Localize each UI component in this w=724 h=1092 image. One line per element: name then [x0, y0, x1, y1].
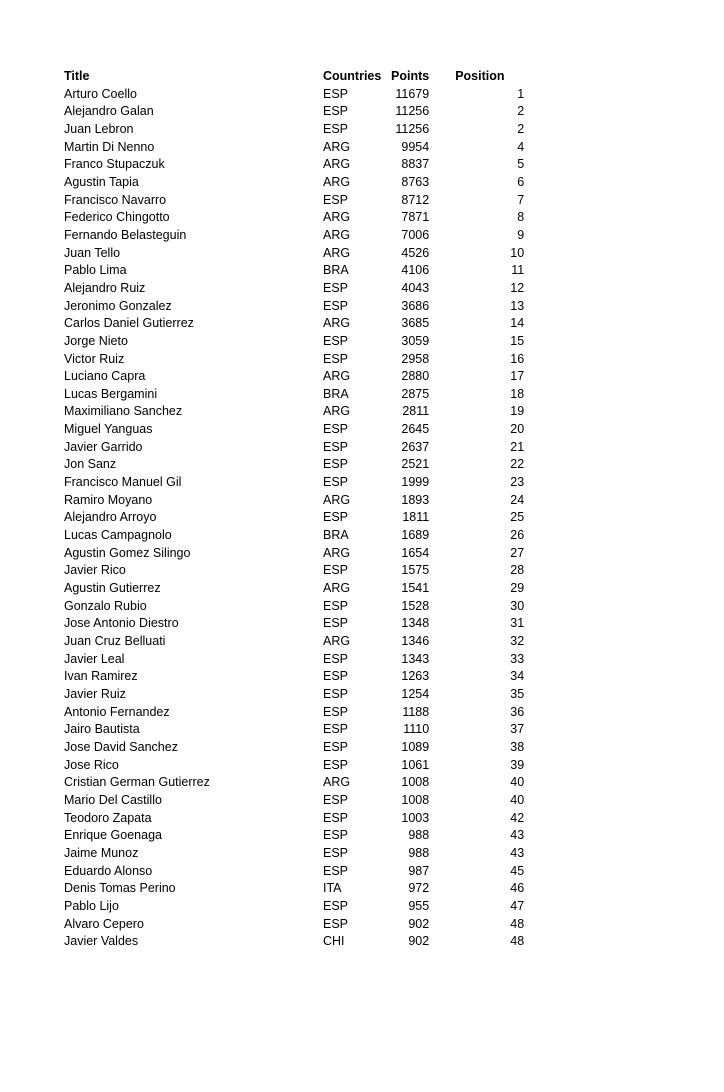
player-name: Jose Antonio Diestro	[64, 616, 179, 631]
position-value: 40	[510, 792, 525, 807]
position-value: 33	[510, 651, 525, 666]
player-name: Agustin Gomez Silingo	[64, 545, 191, 560]
table-row	[64, 209, 524, 227]
country-code: ESP	[323, 845, 349, 860]
table-row	[64, 686, 524, 704]
table-row	[64, 439, 524, 457]
ranking-table	[64, 68, 524, 951]
country-code: ESP	[323, 686, 349, 701]
position-value: 5	[517, 157, 525, 172]
table-row	[64, 509, 524, 527]
table-row	[64, 633, 524, 651]
points-value: 1008	[401, 792, 430, 807]
player-name: Javier Valdes	[64, 934, 139, 949]
table-row	[64, 562, 524, 580]
player-name: Martin Di Nenno	[64, 139, 155, 154]
country-code: ESP	[323, 810, 349, 825]
table-row	[64, 156, 524, 174]
points-value: 8763	[401, 174, 430, 189]
table-row	[64, 598, 524, 616]
country-code: ESP	[323, 333, 349, 348]
points-value: 1528	[401, 598, 430, 613]
points-value: 2645	[401, 422, 430, 437]
table-row	[64, 668, 524, 686]
points-value: 1346	[401, 634, 430, 648]
position-value: 39	[510, 757, 525, 772]
position-value: 24	[510, 492, 525, 507]
table-row	[64, 615, 524, 633]
country-code: ARG	[323, 404, 351, 419]
points-value: 1343	[401, 651, 430, 666]
table-row	[64, 86, 524, 104]
player-name: Jon Sanz	[64, 457, 117, 472]
header-points: Points	[391, 69, 430, 83]
table-row	[64, 527, 524, 545]
player-name: Juan Cruz Belluati	[64, 634, 166, 648]
points-value: 1654	[401, 545, 430, 560]
country-code: ARG	[323, 581, 351, 596]
table-row	[64, 863, 524, 881]
header-title: Title	[64, 69, 90, 83]
player-name: Carlos Daniel Gutierrez	[64, 316, 194, 331]
table-row	[64, 721, 524, 739]
points-value: 3685	[401, 316, 430, 331]
points-value: 11256	[395, 104, 430, 119]
table-row	[64, 333, 524, 351]
points-value: 1110	[403, 722, 430, 737]
points-value: 972	[408, 881, 430, 896]
points-value: 11256	[395, 121, 430, 136]
player-name: Ramiro Moyano	[64, 492, 153, 507]
country-code: ESP	[323, 86, 349, 101]
position-value: 43	[510, 828, 525, 843]
points-value: 2521	[401, 457, 430, 472]
position-value: 29	[510, 581, 525, 596]
position-value: 6	[517, 174, 525, 189]
country-code: ESP	[323, 722, 349, 737]
country-code: ESP	[323, 757, 349, 772]
country-code: ESP	[323, 280, 349, 295]
position-value: 17	[510, 369, 525, 384]
player-name: Cristian German Gutierrez	[64, 775, 210, 790]
player-name: Antonio Fernandez	[64, 704, 170, 719]
player-name: Agustin Tapia	[64, 174, 139, 189]
points-value: 7006	[401, 227, 430, 242]
points-value: 4526	[401, 245, 430, 260]
points-value: 9954	[401, 139, 430, 154]
position-value: 27	[510, 545, 525, 560]
country-code: BRA	[323, 386, 349, 401]
points-value: 1689	[401, 528, 430, 543]
points-value: 1893	[401, 492, 430, 507]
player-name: Javier Leal	[64, 651, 125, 666]
table-row	[64, 227, 524, 245]
table-row	[64, 880, 524, 898]
table-row	[64, 456, 524, 474]
player-name: Enrique Goenaga	[64, 828, 162, 843]
table-row	[64, 933, 524, 951]
position-value: 9	[517, 227, 525, 242]
player-name: Alejandro Ruiz	[64, 280, 146, 295]
position-value: 42	[510, 810, 525, 825]
country-code: ARG	[323, 775, 351, 790]
table-row	[64, 580, 524, 598]
country-code: ITA	[323, 881, 342, 896]
position-value: 21	[510, 439, 525, 454]
position-value: 37	[510, 722, 525, 737]
country-code: ESP	[323, 651, 349, 666]
table-row	[64, 704, 524, 722]
position-value: 36	[510, 704, 525, 719]
position-value: 19	[510, 404, 525, 419]
position-value: 10	[510, 245, 525, 260]
table-row	[64, 810, 524, 828]
player-name: Arturo Coello	[64, 86, 137, 101]
player-name: Franco Stupaczuk	[64, 157, 165, 172]
player-name: Pablo Lijo	[64, 898, 119, 913]
country-code: ESP	[323, 563, 349, 578]
player-name: Alvaro Cepero	[64, 916, 144, 931]
position-value: 28	[510, 563, 525, 578]
country-code: ESP	[323, 792, 349, 807]
table-row	[64, 545, 524, 563]
player-name: Ivan Ramirez	[64, 669, 138, 684]
position-value: 45	[510, 863, 525, 878]
country-code: ARG	[323, 174, 351, 189]
position-value: 47	[510, 898, 525, 913]
table-row	[64, 192, 524, 210]
position-value: 46	[510, 881, 525, 896]
country-code: ESP	[323, 298, 349, 313]
table-row	[64, 351, 524, 369]
player-name: Federico Chingotto	[64, 210, 170, 225]
position-value: 12	[510, 280, 525, 295]
document-page	[0, 68, 724, 1092]
player-name: Javier Garrido	[64, 439, 143, 454]
player-name: Pablo Lima	[64, 263, 127, 278]
points-value: 1008	[401, 775, 430, 790]
table-row	[64, 492, 524, 510]
position-value: 4	[517, 139, 525, 154]
country-code: ESP	[323, 669, 349, 684]
country-code: ESP	[323, 121, 349, 136]
table-row	[64, 757, 524, 775]
country-code: ARG	[323, 157, 351, 172]
position-value: 30	[510, 598, 525, 613]
player-name: Eduardo Alonso	[64, 863, 153, 878]
points-value: 2875	[401, 386, 430, 401]
table-row	[64, 827, 524, 845]
points-value: 2880	[401, 369, 430, 384]
player-name: Luciano Capra	[64, 369, 146, 384]
header-position: Position	[455, 69, 505, 83]
player-name: Alejandro Arroyo	[64, 510, 157, 525]
table-row	[64, 174, 524, 192]
country-code: ESP	[323, 898, 349, 913]
table-row	[64, 245, 524, 263]
position-value: 16	[510, 351, 525, 366]
position-value: 11	[511, 263, 525, 278]
country-code: ARG	[323, 634, 351, 648]
country-code: ARG	[323, 245, 351, 260]
table-row	[64, 916, 524, 934]
points-value: 2811	[402, 404, 430, 419]
player-name: Agustin Gutierrez	[64, 581, 161, 596]
player-name: Juan Lebron	[64, 121, 134, 136]
player-name: Denis Tomas Perino	[64, 881, 176, 896]
table-row	[64, 121, 524, 139]
country-code: ESP	[323, 422, 349, 437]
player-name: Javier Ruiz	[64, 686, 126, 701]
points-value: 1541	[401, 581, 430, 596]
position-value: 18	[510, 386, 525, 401]
country-code: ARG	[323, 210, 351, 225]
position-value: 13	[510, 298, 525, 313]
header-row	[64, 68, 524, 86]
points-value: 988	[408, 828, 430, 843]
country-code: BRA	[323, 528, 349, 543]
country-code: BRA	[323, 263, 349, 278]
player-name: Lucas Bergamini	[64, 386, 158, 401]
country-code: CHI	[323, 934, 345, 949]
position-value: 2	[517, 121, 525, 136]
country-code: ESP	[323, 828, 349, 843]
points-value: 988	[408, 845, 430, 860]
points-value: 1003	[401, 810, 430, 825]
table-row	[64, 103, 524, 121]
table-row	[64, 898, 524, 916]
position-value: 40	[510, 775, 525, 790]
country-code: ESP	[323, 739, 349, 754]
country-code: ESP	[323, 616, 349, 631]
table-row	[64, 739, 524, 757]
position-value: 1	[517, 86, 525, 101]
table-row	[64, 421, 524, 439]
table-row	[64, 792, 524, 810]
position-value: 31	[510, 616, 525, 631]
player-name: Jeronimo Gonzalez	[64, 298, 172, 313]
position-value: 23	[510, 475, 525, 490]
position-value: 8	[517, 210, 525, 225]
country-code: ARG	[323, 369, 351, 384]
points-value: 1999	[401, 475, 430, 490]
country-code: ESP	[323, 916, 349, 931]
player-name: Alejandro Galan	[64, 104, 154, 119]
points-value: 987	[408, 863, 430, 878]
table-row	[64, 315, 524, 333]
player-name: Gonzalo Rubio	[64, 598, 147, 613]
player-name: Jose David Sanchez	[64, 739, 178, 754]
country-code: ESP	[323, 475, 349, 490]
table-row	[64, 298, 524, 316]
country-code: ARG	[323, 545, 351, 560]
country-code: ESP	[323, 457, 349, 472]
table-row	[64, 774, 524, 792]
position-value: 32	[510, 634, 525, 648]
header-countries: Countries	[323, 69, 382, 83]
points-value: 7871	[401, 210, 430, 225]
position-value: 14	[510, 316, 525, 331]
points-value: 11679	[395, 86, 430, 101]
country-code: ARG	[323, 227, 351, 242]
country-code: ESP	[323, 351, 349, 366]
points-value: 1575	[401, 563, 430, 578]
table-row	[64, 139, 524, 157]
table-row	[64, 845, 524, 863]
points-value: 3686	[401, 298, 430, 313]
player-name: Jaime Munoz	[64, 845, 139, 860]
country-code: ARG	[323, 139, 351, 154]
table-body	[64, 86, 524, 951]
points-value: 8837	[401, 157, 430, 172]
country-code: ARG	[323, 492, 351, 507]
position-value: 48	[510, 934, 525, 949]
table-row	[64, 386, 524, 404]
country-code: ESP	[323, 104, 349, 119]
table-row	[64, 368, 524, 386]
player-name: Victor Ruiz	[64, 351, 125, 366]
country-code: ESP	[323, 192, 349, 207]
position-value: 48	[510, 916, 525, 931]
position-value: 26	[510, 528, 525, 543]
position-value: 2	[517, 104, 525, 119]
player-name: Lucas Campagnolo	[64, 528, 172, 543]
points-value: 1348	[401, 616, 430, 631]
player-name: Jose Rico	[64, 757, 119, 772]
country-code: ESP	[323, 510, 349, 525]
points-value: 2637	[401, 439, 430, 454]
points-value: 2958	[401, 351, 430, 366]
points-value: 1811	[402, 510, 430, 525]
player-name: Fernando Belasteguin	[64, 227, 187, 242]
country-code: ESP	[323, 439, 349, 454]
points-value: 1061	[401, 757, 430, 772]
points-value: 955	[408, 898, 430, 913]
table-row	[64, 474, 524, 492]
position-value: 25	[510, 510, 525, 525]
position-value: 35	[510, 686, 525, 701]
table-row	[64, 280, 524, 298]
player-name: Juan Tello	[64, 245, 121, 260]
position-value: 20	[510, 422, 525, 437]
points-value: 4106	[401, 263, 430, 278]
player-name: Jairo Bautista	[64, 722, 140, 737]
table-row	[64, 262, 524, 280]
table-row	[64, 403, 524, 421]
points-value: 1263	[401, 669, 430, 684]
position-value: 38	[510, 739, 525, 754]
table-row	[64, 651, 524, 669]
player-name: Mario Del Castillo	[64, 792, 162, 807]
points-value: 1188	[402, 704, 430, 719]
points-value: 8712	[401, 192, 430, 207]
player-name: Francisco Navarro	[64, 192, 167, 207]
position-value: 7	[517, 192, 525, 207]
points-value: 3059	[401, 333, 430, 348]
player-name: Teodoro Zapata	[64, 810, 152, 825]
points-value: 1254	[401, 686, 430, 701]
position-value: 22	[510, 457, 525, 472]
position-value: 15	[510, 333, 525, 348]
player-name: Javier Rico	[64, 563, 126, 578]
country-code: ESP	[323, 863, 349, 878]
points-value: 902	[408, 934, 430, 949]
country-code: ESP	[323, 704, 349, 719]
player-name: Miguel Yanguas	[64, 422, 153, 437]
player-name: Jorge Nieto	[64, 333, 128, 348]
country-code: ESP	[323, 598, 349, 613]
player-name: Maximiliano Sanchez	[64, 404, 183, 419]
country-code: ARG	[323, 316, 351, 331]
position-value: 43	[510, 845, 525, 860]
position-value: 34	[510, 669, 525, 684]
points-value: 1089	[401, 739, 430, 754]
points-value: 4043	[401, 280, 430, 295]
player-name: Francisco Manuel Gil	[64, 475, 182, 490]
points-value: 902	[408, 916, 430, 931]
